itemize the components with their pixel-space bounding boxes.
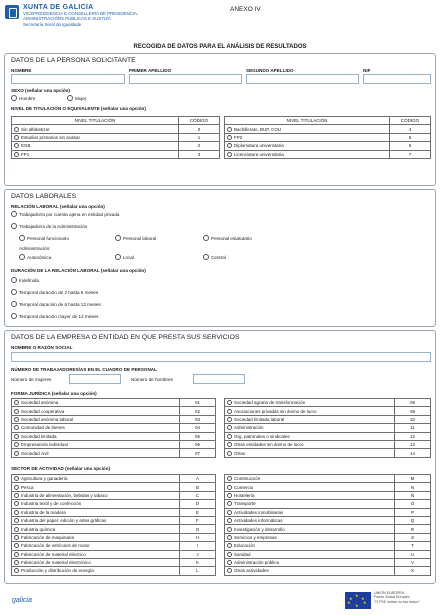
- org-name: XUNTA DE GALICIA: [23, 4, 94, 11]
- option-code: P: [395, 508, 431, 516]
- radio-icon[interactable]: [227, 552, 232, 557]
- option-label-cell[interactable]: [12, 491, 180, 499]
- option-code: C: [180, 491, 216, 499]
- option-row[interactable]: [225, 483, 431, 491]
- option-row[interactable]: [225, 525, 431, 533]
- option-label-cell[interactable]: [12, 542, 180, 550]
- option-code: L: [180, 567, 216, 575]
- autonomic-label: Autonómica: [27, 255, 52, 260]
- surname2-field[interactable]: [246, 74, 359, 84]
- option-code: 03: [180, 415, 216, 423]
- workers-label: NÚMERO DE TRABAJADORES/AS EN EL CUADRO DE PERSONAL: [11, 367, 157, 372]
- option-label-cell[interactable]: [225, 533, 395, 541]
- eu-flag-icon: ★ ★ ★ ★ ★ ★: [345, 592, 371, 609]
- education-level-header: NIVEL TITULACIÓN: [12, 117, 179, 125]
- option-code: Q: [395, 516, 431, 524]
- option-code: 02: [180, 407, 216, 415]
- duration-label: DURACIÓN DE LA RELACIÓN LABORAL (señalar una opción): [11, 268, 146, 273]
- radio-icon[interactable]: [227, 400, 232, 405]
- option-label-cell[interactable]: [12, 483, 180, 491]
- option-code: V: [395, 558, 431, 566]
- radio-icon[interactable]: [227, 568, 232, 573]
- option-code: K: [180, 558, 216, 566]
- option-label: Educación: [234, 543, 256, 549]
- option-code: I: [180, 542, 216, 550]
- option-label-cell[interactable]: [225, 491, 395, 499]
- option-row[interactable]: [12, 449, 216, 457]
- option-label-cell[interactable]: [12, 525, 180, 533]
- option-code: 09: [395, 407, 431, 415]
- education-label: NIVEL DE TITULACIÓN O EQUIVALENTE (señalar una opción): [11, 106, 146, 111]
- radio-icon[interactable]: [227, 543, 232, 548]
- radio-icon[interactable]: [227, 451, 232, 456]
- radio-icon[interactable]: [14, 400, 19, 405]
- option-label-cell[interactable]: [225, 500, 395, 508]
- education-option[interactable]: Licenciatura universitaria: [225, 150, 390, 158]
- statutory-staff-radio[interactable]: [203, 235, 209, 241]
- nif-label: NIF: [363, 68, 371, 73]
- option-label: Otras actividades: [234, 568, 269, 574]
- section-title: DATOS DE LA PERSONA SOLICITANTE: [11, 57, 136, 64]
- surname2-label: SEGUNDO APELLIDO: [246, 68, 294, 73]
- org-line: VICEPRESIDENCIA E CONSELLERÍA DE PRESIDENCIA,: [23, 11, 139, 16]
- organization-header: [23, 4, 203, 27]
- radio-icon[interactable]: [227, 442, 232, 447]
- option-label: Administración: [234, 425, 264, 431]
- option-code: H: [180, 533, 216, 541]
- option-code: 10: [395, 415, 431, 423]
- option-label-cell[interactable]: [12, 440, 180, 448]
- option-row[interactable]: [225, 558, 431, 566]
- autonomic-radio[interactable]: [19, 254, 25, 260]
- radio-icon[interactable]: [14, 535, 19, 540]
- option-row[interactable]: [225, 550, 431, 558]
- section-title: DATOS DE LA EMPRESA O ENTIDAD EN QUE PRESTA SUS SERVICIOS: [11, 334, 240, 341]
- radio-icon[interactable]: [14, 451, 19, 456]
- option-label-cell[interactable]: [225, 525, 395, 533]
- option-label: Comunidad de bienes: [21, 425, 65, 431]
- surname1-label: PRIMER APELLIDO: [129, 68, 172, 73]
- option-label: Otras: [234, 450, 246, 456]
- option-code: 04: [180, 424, 216, 432]
- duration-radio[interactable]: [11, 289, 17, 295]
- option-label-cell[interactable]: [225, 542, 395, 550]
- option-row[interactable]: [225, 424, 431, 432]
- radio-icon[interactable]: [14, 552, 19, 557]
- radio-icon[interactable]: [14, 127, 19, 132]
- education-option[interactable]: Sin alfabetizar: [12, 125, 179, 133]
- option-label: Otras entidades sin ánimo de lucro: [234, 442, 304, 448]
- option-code: O: [395, 500, 431, 508]
- admin-employee-label: Trabajador/a de la Administración: [19, 224, 88, 229]
- option-row[interactable]: [225, 440, 431, 448]
- option-row[interactable]: [225, 475, 431, 483]
- galicia-logo: galicia: [12, 597, 32, 604]
- option-label-cell[interactable]: [225, 407, 395, 415]
- duration-radio[interactable]: [11, 313, 17, 319]
- option-label: Hostelería: [234, 492, 255, 498]
- duration-option-label: Temporal duración mayor de 12 meses: [19, 314, 99, 319]
- option-row[interactable]: [12, 550, 216, 558]
- option-label: Sanidad: [234, 551, 251, 557]
- option-label: Fabricación de material eléctrico: [21, 551, 86, 557]
- labor-staff-label: Personal laboral: [123, 236, 157, 241]
- section-title: DATOS LABORALES: [11, 193, 77, 200]
- radio-icon[interactable]: [14, 425, 19, 430]
- option-label-cell[interactable]: [12, 558, 180, 566]
- option-label-cell[interactable]: [225, 475, 395, 483]
- option-row[interactable]: [225, 491, 431, 499]
- option-label-cell[interactable]: [12, 533, 180, 541]
- legal-form-table-left: [11, 398, 216, 458]
- option-label: Industria de la madera: [21, 509, 66, 515]
- local-radio[interactable]: [115, 254, 121, 260]
- option-code: 06: [180, 440, 216, 448]
- sex-label: SEXO (señalar una opción): [11, 88, 70, 93]
- option-label: Sociedad anónima: [21, 400, 59, 406]
- option-label-cell[interactable]: [225, 415, 395, 423]
- statutory-staff-label: Personal estatutario: [211, 236, 252, 241]
- option-code: 01: [180, 399, 216, 407]
- option-row[interactable]: [12, 440, 216, 448]
- option-label-cell[interactable]: [225, 483, 395, 491]
- option-row[interactable]: [225, 542, 431, 550]
- option-label-cell[interactable]: [12, 424, 180, 432]
- name-label: NOMBRE: [11, 68, 32, 73]
- education-level-header: NIVEL TITULACIÓN: [225, 117, 390, 125]
- education-option[interactable]: FP1: [12, 150, 179, 158]
- company-name-field[interactable]: [11, 352, 431, 362]
- radio-icon[interactable]: [227, 510, 232, 515]
- option-label: Industria textil y de confección: [21, 501, 82, 507]
- option-label-cell[interactable]: [225, 550, 395, 558]
- annex-label: ANEXO IV: [230, 6, 261, 13]
- option-label-cell[interactable]: [225, 432, 395, 440]
- option-label-cell[interactable]: [225, 449, 395, 457]
- education-option[interactable]: EGB: [12, 142, 179, 150]
- radio-icon[interactable]: [227, 501, 232, 506]
- option-label-cell[interactable]: [225, 567, 395, 575]
- option-label-cell[interactable]: [225, 516, 395, 524]
- option-label: Transporte: [234, 501, 256, 507]
- men-label: Número de hombres: [131, 377, 173, 382]
- option-label-cell[interactable]: [12, 550, 180, 558]
- option-code: T: [395, 542, 431, 550]
- radio-icon[interactable]: [14, 143, 19, 148]
- radio-icon[interactable]: [227, 535, 232, 540]
- administration-label: Administración:: [19, 246, 51, 251]
- option-label: Empresario/a individual: [21, 442, 68, 448]
- option-row[interactable]: [225, 567, 431, 575]
- education-code-header: CÓDIGO: [179, 117, 220, 125]
- option-label: Agricultura y ganadería: [21, 476, 68, 482]
- radio-icon[interactable]: [14, 434, 19, 439]
- option-label: Actividades inmobiliarias: [234, 509, 284, 515]
- option-row[interactable]: [12, 432, 216, 440]
- option-label-cell[interactable]: [12, 399, 180, 407]
- radio-icon[interactable]: [14, 543, 19, 548]
- option-label: Sociedad cooperativa: [21, 408, 65, 414]
- radio-icon[interactable]: [227, 560, 232, 565]
- option-label: Org. patronales o sindicales: [234, 433, 290, 439]
- option-row[interactable]: [12, 500, 216, 508]
- option-row[interactable]: [12, 491, 216, 499]
- radio-icon[interactable]: [14, 152, 19, 157]
- sex-male-radio[interactable]: [11, 95, 17, 101]
- option-row[interactable]: [12, 567, 216, 575]
- education-table-right: NIVEL TITULACIÓN CÓDIGO Bachillerato, BUP, COU 4 FP2 5 Diplomatura universitaria 6 Licenciatura universitaria 7: [224, 116, 431, 159]
- option-row[interactable]: [12, 407, 216, 415]
- option-row[interactable]: [12, 558, 216, 566]
- option-label-cell[interactable]: [12, 415, 180, 423]
- option-label-cell[interactable]: [12, 449, 180, 457]
- option-code: 08: [395, 399, 431, 407]
- company-name-label: NOMBRE O RAZÓN SOCIAL: [11, 345, 73, 350]
- radio-icon[interactable]: [227, 493, 232, 498]
- option-row[interactable]: [225, 449, 431, 457]
- radio-icon[interactable]: [14, 476, 19, 481]
- sector-table-right: [224, 474, 431, 576]
- option-label-cell[interactable]: [12, 407, 180, 415]
- option-code: G: [180, 525, 216, 533]
- radio-icon[interactable]: [227, 152, 232, 157]
- option-code: 12: [395, 432, 431, 440]
- radio-icon[interactable]: [227, 434, 232, 439]
- option-code: F: [180, 516, 216, 524]
- option-label: Fabricación de vehículos de motor: [21, 543, 90, 549]
- option-row[interactable]: [12, 508, 216, 516]
- option-row[interactable]: [225, 533, 431, 541]
- radio-icon[interactable]: [14, 135, 19, 140]
- option-label: Industria del papel: edición y artes gráficas: [21, 518, 107, 524]
- option-row[interactable]: [12, 424, 216, 432]
- radio-icon[interactable]: [14, 510, 19, 515]
- sector-table-left: [11, 474, 216, 576]
- option-label: Fabricación de maquinaria: [21, 534, 75, 540]
- option-code: R: [395, 525, 431, 533]
- women-count-field[interactable]: [69, 374, 121, 384]
- option-label-cell[interactable]: [12, 500, 180, 508]
- radio-icon[interactable]: [14, 442, 19, 447]
- radio-icon[interactable]: [14, 527, 19, 532]
- radio-icon[interactable]: [227, 417, 232, 422]
- central-radio[interactable]: [203, 254, 209, 260]
- radio-icon[interactable]: [227, 143, 232, 148]
- admin-employee-radio[interactable]: [11, 223, 17, 229]
- nif-field[interactable]: [363, 74, 431, 84]
- option-label: Comercio: [234, 484, 254, 490]
- labor-section: [4, 189, 436, 327]
- option-code: 07: [180, 449, 216, 457]
- option-code: Ñ: [395, 491, 431, 499]
- option-label: Sociedad limitada laboral: [234, 416, 285, 422]
- option-code: M: [395, 475, 431, 483]
- option-label: Actividades informáticas: [234, 518, 283, 524]
- option-label: Sociedad anónima laboral: [21, 416, 74, 422]
- radio-icon[interactable]: [14, 560, 19, 565]
- option-code: 05: [180, 432, 216, 440]
- xunta-logo-icon: [5, 5, 19, 19]
- local-label: Local: [123, 255, 134, 260]
- legal-form-label: FORMA JURÍDICA (señalar una opción): [11, 391, 97, 396]
- women-label: Número de mujeres: [11, 377, 52, 382]
- education-code-header: CÓDIGO: [390, 117, 431, 125]
- radio-icon[interactable]: [14, 417, 19, 422]
- option-row[interactable]: [12, 525, 216, 533]
- option-row[interactable]: [225, 399, 431, 407]
- option-label: Fabricación de material electrónico: [21, 560, 91, 566]
- radio-icon[interactable]: [227, 135, 232, 140]
- civil-servant-label: Personal funcionario: [27, 236, 69, 241]
- central-label: Central: [211, 255, 226, 260]
- option-label: Administración pública: [234, 560, 280, 566]
- option-label: Sociedad civil: [21, 450, 49, 456]
- radio-icon[interactable]: [227, 518, 232, 523]
- labor-staff-radio[interactable]: [115, 235, 121, 241]
- option-row[interactable]: [225, 500, 431, 508]
- option-row[interactable]: [12, 516, 216, 524]
- option-label-cell[interactable]: [12, 475, 180, 483]
- option-code: B: [180, 483, 216, 491]
- applicant-section: [4, 53, 436, 186]
- org-line: Secretaría Xeral da Igualdade: [23, 21, 82, 27]
- radio-icon[interactable]: [227, 409, 232, 414]
- option-label-cell[interactable]: [12, 567, 180, 575]
- option-label: Investigación y desarrollo: [234, 526, 285, 532]
- education-option[interactable]: FP2: [225, 133, 390, 141]
- option-label: Sociedad agraria de transformación: [234, 400, 306, 406]
- option-label-cell[interactable]: [12, 508, 180, 516]
- legal-form-table-right: [224, 398, 431, 458]
- company-section: [4, 330, 436, 584]
- eu-fund-text: UNIÓN EUROPEA Fondo Social Europeo "O FSE inviste no teu futuro": [374, 591, 420, 604]
- option-code: A: [180, 475, 216, 483]
- option-label: Sociedad limitada: [21, 433, 57, 439]
- page-title: RECOGIDA DE DATOS PARA EL ANÁLISIS DE RESULTADOS: [133, 44, 307, 50]
- option-label-cell[interactable]: [225, 508, 395, 516]
- option-label-cell[interactable]: [225, 424, 395, 432]
- duration-option-label: Indefinida: [19, 278, 39, 283]
- option-label-cell[interactable]: [225, 399, 395, 407]
- private-employee-label: Trabajador/a por cuenta ajena en entidad privada: [19, 212, 120, 217]
- option-label: Producción y distribución de energía: [21, 568, 94, 574]
- name-field[interactable]: [11, 74, 125, 84]
- radio-icon[interactable]: [227, 476, 232, 481]
- radio-icon[interactable]: [227, 485, 232, 490]
- option-label: Servicios y empresas: [234, 534, 277, 540]
- duration-radio[interactable]: [11, 301, 17, 307]
- radio-icon[interactable]: [227, 527, 232, 532]
- radio-icon[interactable]: [14, 568, 19, 573]
- radio-icon[interactable]: [227, 425, 232, 430]
- option-label: Construcción: [234, 476, 261, 482]
- option-row[interactable]: [12, 533, 216, 541]
- radio-icon[interactable]: [14, 485, 19, 490]
- option-row[interactable]: [12, 415, 216, 423]
- option-row[interactable]: [225, 516, 431, 524]
- option-code: X: [395, 567, 431, 575]
- option-code: J: [180, 550, 216, 558]
- option-label: Industria química: [21, 526, 56, 532]
- option-code: E: [180, 508, 216, 516]
- radio-icon[interactable]: [14, 493, 19, 498]
- option-row[interactable]: [225, 415, 431, 423]
- surname1-field[interactable]: [129, 74, 242, 84]
- option-row[interactable]: [12, 399, 216, 407]
- option-row[interactable]: [12, 483, 216, 491]
- option-row[interactable]: [12, 475, 216, 483]
- option-code: S: [395, 533, 431, 541]
- radio-icon[interactable]: [227, 127, 232, 132]
- option-row[interactable]: [12, 542, 216, 550]
- option-row[interactable]: [225, 432, 431, 440]
- sex-female-label: Mujer: [75, 96, 87, 101]
- radio-icon[interactable]: [14, 518, 19, 523]
- option-code: 14: [395, 449, 431, 457]
- option-label-cell[interactable]: [225, 558, 395, 566]
- education-table-left: NIVEL TITULACIÓN CÓDIGO Sin alfabetizar 0 Estudios primarios sin acabar 1 EGB 2 FP1 3: [11, 116, 220, 159]
- option-code: U: [395, 550, 431, 558]
- option-code: 11: [395, 424, 431, 432]
- option-label-cell[interactable]: [12, 516, 180, 524]
- option-label-cell[interactable]: [12, 432, 180, 440]
- men-count-field[interactable]: [193, 374, 245, 384]
- duration-option-label: Temporal duración de 2 hasta 6 meses: [19, 290, 99, 295]
- sex-male-label: Hombre: [19, 96, 36, 101]
- option-label: Asociaciones privadas sin ánimo de lucro: [234, 408, 317, 414]
- option-label-cell[interactable]: [225, 440, 395, 448]
- education-option[interactable]: Diplomatura universitaria: [225, 142, 390, 150]
- education-option[interactable]: Bachillerato, BUP, COU: [225, 125, 390, 133]
- radio-icon[interactable]: [14, 501, 19, 506]
- option-code: D: [180, 500, 216, 508]
- duration-option-label: Temporal duración de 6 hasta 12 meses: [19, 302, 101, 307]
- private-employee-radio[interactable]: [11, 211, 17, 217]
- civil-servant-radio[interactable]: [19, 235, 25, 241]
- option-row[interactable]: [225, 508, 431, 516]
- education-option[interactable]: Estudios primarios sin acabar: [12, 133, 179, 141]
- sex-female-radio[interactable]: [67, 95, 73, 101]
- option-code: N: [395, 483, 431, 491]
- org-line: ADMINISTRACIÓNS PÚBLICAS E XUSTIZA: [23, 16, 111, 22]
- relation-label: RELACIÓN LABORAL (señalar una opción): [11, 204, 105, 209]
- radio-icon[interactable]: [14, 409, 19, 414]
- sector-label: SECTOR DE ACTIVIDAD (señalar una opción): [11, 466, 111, 471]
- option-label: Industria de alimentación, bebidas y tabaco: [21, 492, 108, 498]
- option-row[interactable]: [225, 407, 431, 415]
- duration-radio[interactable]: [11, 277, 17, 283]
- option-code: 13: [395, 440, 431, 448]
- option-label: Pesca: [21, 484, 34, 490]
